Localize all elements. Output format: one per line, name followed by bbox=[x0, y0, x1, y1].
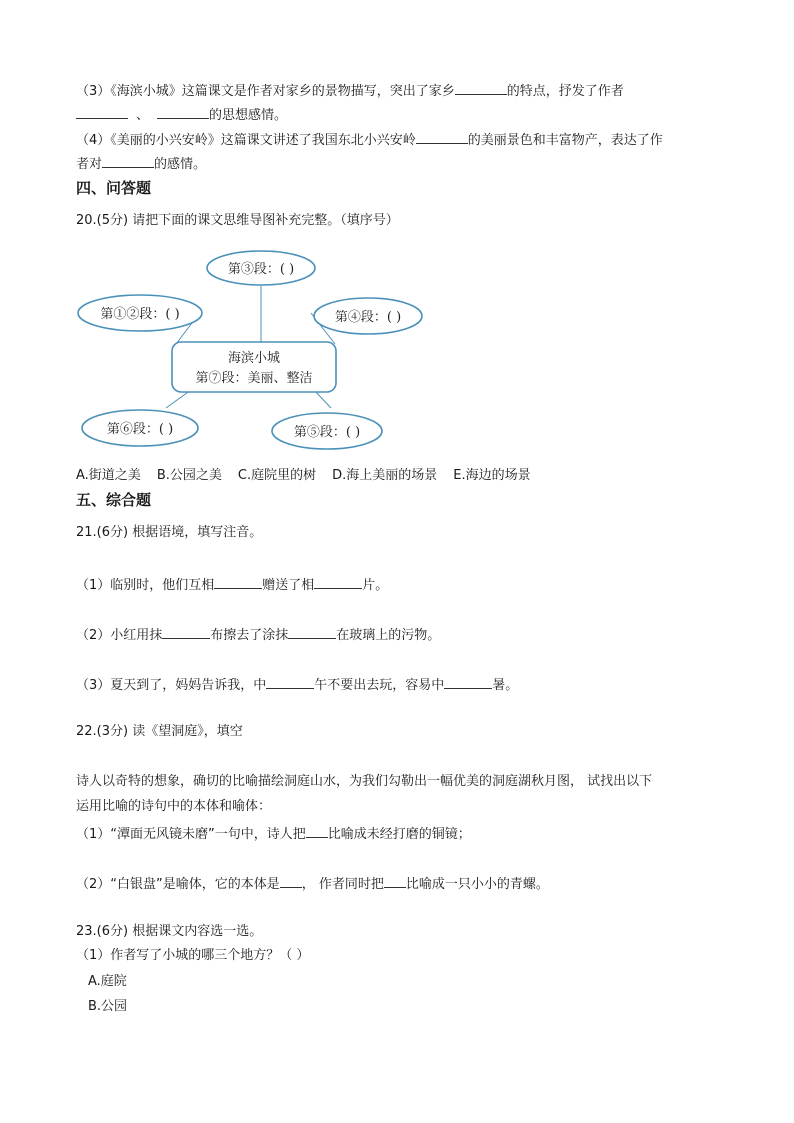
q21-s1-blank-1[interactable] bbox=[214, 574, 262, 589]
q22-s1-blank[interactable] bbox=[306, 823, 328, 838]
node-center-subtitle: 第⑦段：美丽、整洁 bbox=[195, 371, 313, 386]
q4-line1: （4）《美丽的小兴安岭》这篇课文讲述了我国东北小兴安岭 的美丽景色和丰富物产，表达了作 bbox=[76, 129, 663, 150]
q22-s2: （2）“白银盘”是喻体，它的本体是 ， 作者同时把 比喻成一只小小的青螺。 bbox=[76, 873, 549, 894]
q20-prompt: 20.(5分) 请把下面的课文思维导图补充完整。（填序号） bbox=[76, 213, 399, 228]
q20-option-b: B.公园之美 bbox=[156, 468, 222, 483]
q20-option-d: D.海上美丽的场景 bbox=[332, 468, 438, 483]
q21-s2-blank-2[interactable] bbox=[288, 624, 336, 639]
node-bottom-right-label: 第⑤段：( ) bbox=[293, 425, 361, 440]
node-right-label: 第④段：( ) bbox=[334, 310, 402, 325]
q22-s1: （1）“潭面无风镜未磨”一句中，诗人把 比喻成未经打磨的铜镜； bbox=[76, 823, 471, 844]
q21-s2: （2）小红用抹 布擦去了涂抹 在玻璃上的污物。 bbox=[76, 624, 440, 645]
q3-line1: （3）《海滨小城》这篇课文是作者对家乡的景物描写，突出了家乡 的特点，抒发了作者 bbox=[76, 80, 624, 101]
q20-option-a: A.街道之美 bbox=[76, 468, 141, 483]
q23-prompt: 23.(6分) 根据课文内容选一选。 bbox=[76, 924, 263, 939]
q3-blank-3[interactable] bbox=[157, 104, 209, 119]
q3-blank-1[interactable] bbox=[455, 80, 507, 95]
node-top-label: 第③段：( ) bbox=[227, 262, 295, 277]
q21-prompt: 21.(6分) 根据语境，填写注音。 bbox=[76, 525, 263, 540]
q3-blank-2[interactable] bbox=[76, 104, 128, 119]
q22-intro-2: 运用比喻的诗句中的本体和喻体： bbox=[76, 799, 272, 814]
q20-option-c: C.庭院里的树 bbox=[237, 468, 317, 483]
q23-choice-b[interactable]: B.公园 bbox=[88, 999, 128, 1014]
mind-map-diagram bbox=[76, 248, 436, 453]
q22-s2-blank-1[interactable] bbox=[280, 873, 302, 888]
section4-heading: 四、问答题 bbox=[76, 179, 152, 197]
q22-intro-1: 诗人以奇特的想象，确切的比喻描绘洞庭山水，为我们勾勒出一幅优美的洞庭湖秋月图， 试找出以下 bbox=[76, 774, 653, 789]
q21-s1: （1）临别时，他们互相 赠送了相 片。 bbox=[76, 574, 388, 595]
q21-s3-blank-1[interactable] bbox=[266, 674, 314, 689]
q21-s3-blank-2[interactable] bbox=[444, 674, 492, 689]
q21-s2-blank-1[interactable] bbox=[162, 624, 210, 639]
node-bottom-left-label: 第⑥段：( ) bbox=[106, 422, 174, 437]
q22-prompt: 22.(3分) 读《望洞庭》，填空 bbox=[76, 724, 243, 739]
q3-line2: 、 的思想感情。 bbox=[76, 104, 287, 125]
q20-options bbox=[76, 467, 547, 485]
node-left-label: 第①②段：( ) bbox=[100, 307, 180, 322]
q23-s1: （1）作者写了小城的哪三个地方？（ ） bbox=[76, 948, 310, 963]
q21-s1-blank-2[interactable] bbox=[314, 574, 362, 589]
q22-s2-blank-2[interactable] bbox=[384, 873, 406, 888]
q23-choice-a[interactable]: A.庭院 bbox=[88, 974, 127, 989]
q4-blank-1[interactable] bbox=[416, 129, 468, 144]
q21-s3: （3）夏天到了，妈妈告诉我，中 午不要出去玩，容易中 暑。 bbox=[76, 674, 518, 695]
node-center-title: 海滨小城 bbox=[227, 351, 281, 366]
section5-heading: 五、综合题 bbox=[76, 491, 152, 509]
q4-line2: 者对 的感情。 bbox=[76, 153, 206, 174]
q4-blank-2[interactable] bbox=[102, 153, 154, 168]
q20-option-e: E.海边的场景 bbox=[453, 468, 531, 483]
